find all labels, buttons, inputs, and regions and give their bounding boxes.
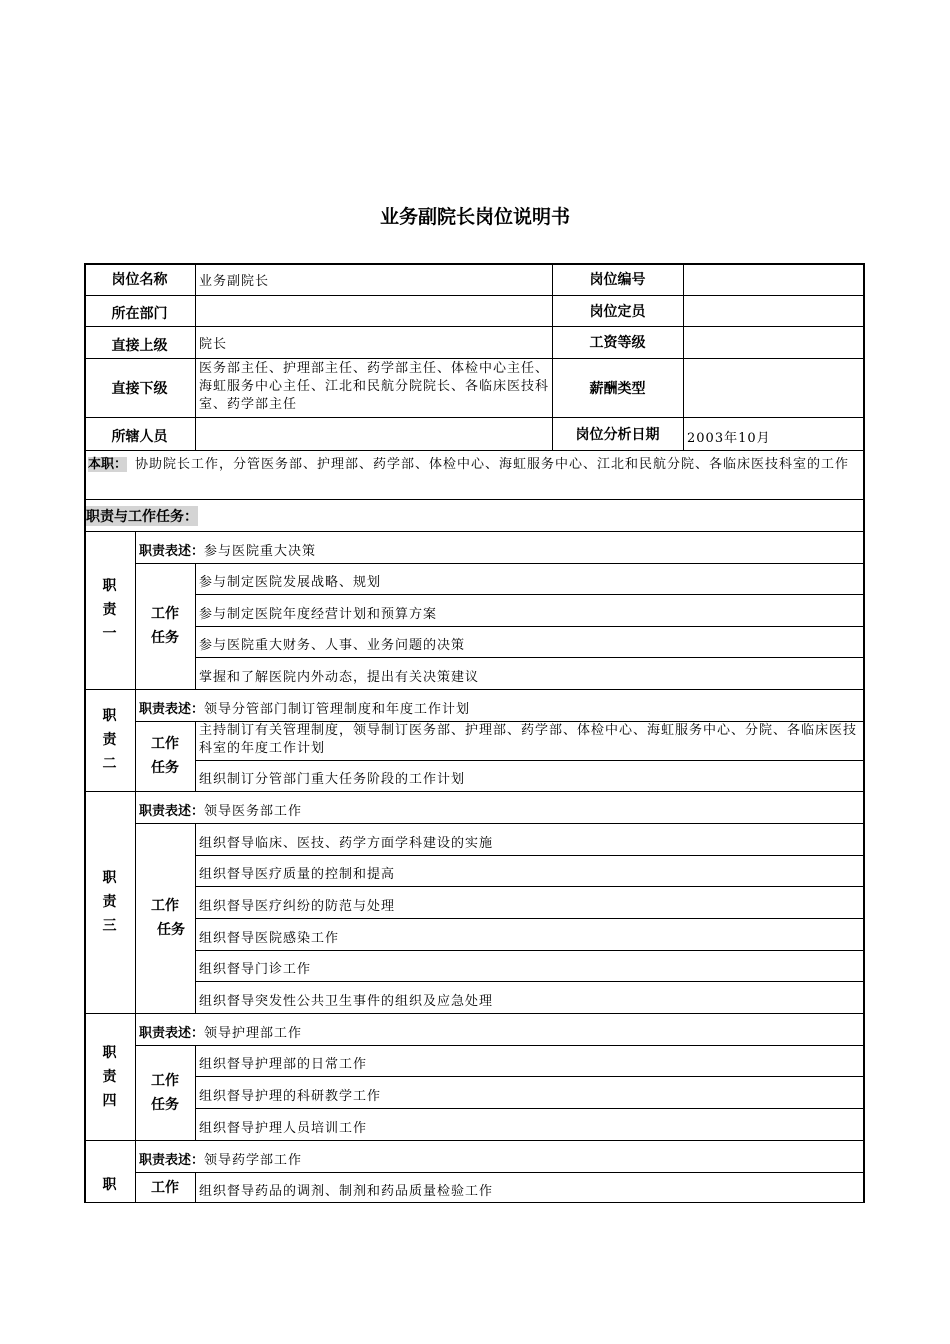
task-label-char: 任务: [151, 630, 179, 646]
task-item: 组织督导医院感染工作: [199, 930, 340, 946]
task-item: 组织督导突发性公共卫生事件的组织及应急处理: [199, 993, 494, 1009]
task-label-char: 工作: [151, 898, 179, 914]
superior-value: 院长: [199, 337, 228, 352]
duty-desc-text: 领导分管部门制订管理制度和年度工作计划: [204, 701, 471, 717]
task-label-char: 工作: [151, 736, 179, 752]
duty-desc-text: 领导护理部工作: [204, 1025, 303, 1041]
duty-number-label: [84, 689, 135, 791]
duty-number-char: 职: [102, 578, 117, 594]
duty-number-char: 职: [102, 1044, 117, 1061]
duty-number-char: 一: [102, 626, 117, 642]
task-item: 组织督导护理的科研教学工作: [199, 1088, 382, 1104]
analysis-date-label: 岗位分析日期: [575, 426, 660, 443]
subordinates-label: 直接下级: [111, 380, 168, 397]
duties-header-label: 职责与工作任务：: [86, 506, 198, 526]
task-item: 组织督导门诊工作: [199, 962, 312, 977]
position-no-label: 岗位编号: [589, 272, 646, 288]
dept-value: [195, 295, 552, 326]
grade-label: 工资等级: [589, 335, 646, 351]
superior-label: 直接上级: [111, 338, 168, 354]
task-label: [135, 1172, 195, 1203]
task-item: 组织督导医疗质量的控制和提高: [199, 867, 396, 882]
pay-type-label: 薪酬类型: [589, 380, 646, 397]
table-bottom-border: [84, 1202, 865, 1203]
task-label: [135, 1045, 195, 1140]
staff-label: 所辖人员: [111, 429, 168, 445]
duty-desc-label: 职责表述：: [139, 1025, 205, 1041]
headcount-value: [683, 295, 863, 326]
task-label-char: 工作: [151, 606, 179, 622]
task-item: 参与制定医院发展战略、规划: [199, 575, 382, 590]
duty-desc-label: 职责表述：: [139, 1152, 205, 1168]
task-label-char: 任务: [157, 922, 185, 938]
subordinates-value: 医务部主任、护理部主任、药学部主任、体检中心主任、海虹服务中心主任、江北和民航分院院长、各临床医技科室、药学部主任: [199, 361, 550, 412]
task-item: 主持制订有关管理制度，领导制订医务部、护理部、药学部、体检中心、海虹服务中心、分院、各临床医技科室的年度工作计划: [199, 723, 858, 756]
analysis-date-value: 2003年10月: [687, 431, 771, 446]
duty-number-label: [84, 1140, 135, 1236]
task-item: 组织督导医疗纠纷的防范与处理: [199, 898, 396, 914]
duty-description: [135, 689, 863, 721]
position-name-value: 业务副院长: [199, 273, 270, 289]
position-name-label: 岗位名称: [111, 272, 168, 288]
job-summary: [84, 452, 863, 499]
task-item: 组织督导护理部的日常工作: [199, 1057, 368, 1072]
duty-description: [135, 1013, 863, 1045]
duty-number-char: 责: [102, 732, 117, 748]
task-item: 参与制定医院年度经营计划和预算方案: [199, 606, 438, 622]
duty-description: [135, 791, 863, 823]
pay-type-value: [683, 358, 863, 417]
task-item: 组织督导护理人员培训工作: [199, 1120, 368, 1136]
task-item: 掌握和了解医院内外动态，提出有关决策建议: [199, 669, 480, 685]
duty-desc-label: 职责表述：: [139, 543, 205, 559]
task-label: [135, 823, 195, 1013]
grade-value: [683, 326, 863, 358]
staff-value: [195, 417, 552, 450]
task-label-char: 工作: [151, 1179, 179, 1196]
task-label-char: 任务: [151, 1096, 179, 1113]
duty-description: [135, 1140, 863, 1172]
duty-number-char: 四: [102, 1092, 117, 1109]
duty-number-label: [84, 791, 135, 1013]
duty-desc-label: 职责表述：: [139, 803, 205, 819]
summary-label: 本职：: [88, 457, 128, 472]
duty-number-char: 职: [102, 1177, 117, 1193]
task-label: [135, 563, 195, 689]
headcount-label: 岗位定员: [589, 303, 646, 320]
duty-desc-text: 参与医院重大决策: [204, 543, 317, 559]
task-item: 组织督导药品的调剂、制剂和药品质量检验工作: [199, 1184, 494, 1199]
duty-desc-label: 职责表述：: [139, 701, 205, 717]
task-item: 组织制订分管部门重大任务阶段的工作计划: [199, 772, 466, 787]
duty-number-char: 二: [102, 756, 117, 772]
duty-number-char: 三: [102, 918, 117, 934]
duty-desc-text: 领导药学部工作: [204, 1152, 303, 1168]
duty-number-char: 责: [102, 894, 117, 910]
task-label: [135, 721, 195, 791]
duty-number-char: 职: [102, 870, 117, 886]
duty-desc-text: 领导医务部工作: [204, 803, 303, 819]
duties-header: [86, 500, 863, 531]
task-label-char: 工作: [151, 1072, 179, 1089]
document-title: 业务副院长岗位说明书: [379, 206, 570, 228]
duty-description: [135, 531, 863, 563]
task-label-char: 任务: [151, 760, 179, 776]
duty-number-char: 责: [102, 1068, 117, 1085]
dept-label: 所在部门: [111, 306, 168, 322]
task-item: 组织督导临床、医技、药学方面学科建设的实施: [199, 835, 494, 851]
job-description-table: [84, 263, 865, 1203]
duty-number-label: [84, 531, 135, 689]
task-item: 参与医院重大财务、人事、业务问题的决策: [199, 638, 466, 653]
duty-number-char: 职: [102, 708, 117, 724]
duty-number-char: 责: [102, 602, 117, 618]
position-no-value: [683, 263, 863, 295]
summary-text: 协助院长工作，分管医务部、护理部、药学部、体检中心、海虹服务中心、江北和民航分院、各临床医技科室的工作: [135, 457, 850, 472]
duty-number-label: [84, 1013, 135, 1140]
